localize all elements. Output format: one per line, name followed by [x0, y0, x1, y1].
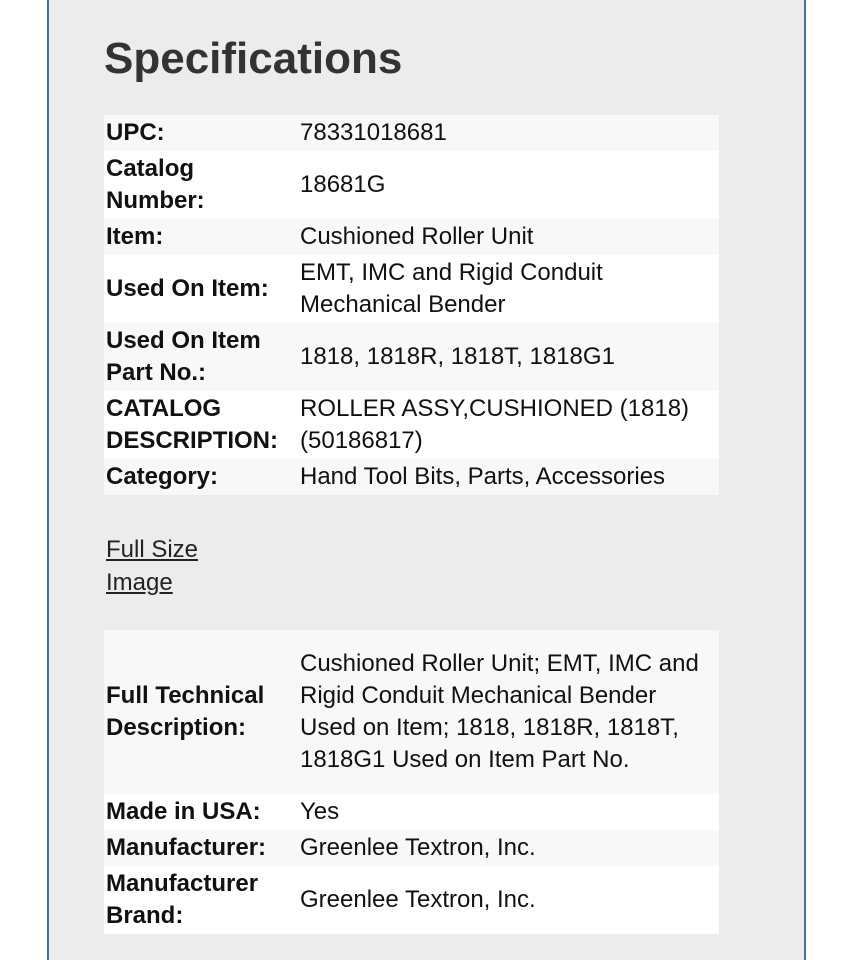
spec-value: ROLLER ASSY,CUSHIONED (1818) (50186817)	[300, 395, 690, 454]
spec-table-main	[104, 115, 719, 495]
page-title: Specifications	[104, 34, 403, 83]
spec-label: UPC:	[106, 119, 165, 146]
spec-row-full-technical-description	[104, 630, 719, 794]
spec-row-category	[104, 459, 719, 495]
spec-value: Greenlee Textron, Inc.	[300, 886, 536, 913]
spec-value: 18681G	[300, 171, 386, 198]
spec-label: Used On Item:	[106, 275, 269, 302]
spec-value: Cushioned Roller Unit; EMT, IMC and Rigid Conduit Mechanical Bender Used on Item; 1818, 1818R, 1818T, 1818G1 Used on Item Part No.	[300, 650, 699, 773]
spec-label: Catalog Number:	[106, 155, 205, 214]
spec-row-upc	[104, 115, 719, 151]
spec-label: Used On Item Part No.:	[106, 327, 261, 386]
spec-value: 78331018681	[300, 119, 447, 146]
spec-row-made-in-usa	[104, 794, 719, 830]
spec-label: Item:	[106, 223, 164, 250]
spec-row-item	[104, 219, 719, 255]
spec-row-used-on-part-no	[104, 323, 719, 391]
spec-label: Made in USA:	[106, 798, 261, 825]
spec-value: Hand Tool Bits, Parts, Accessories	[300, 463, 666, 490]
spec-row-catalog-number	[104, 151, 719, 219]
spec-label: Manufacturer Brand:	[106, 870, 259, 929]
spec-value: Cushioned Roller Unit	[300, 223, 534, 250]
specifications-panel	[47, 0, 806, 960]
spec-value: 1818, 1818R, 1818T, 1818G1	[300, 343, 615, 370]
spec-row-used-on-item	[104, 255, 719, 323]
spec-table-details	[104, 630, 719, 934]
spec-label: Category:	[106, 463, 219, 490]
full-size-image-link[interactable]: Full Size Image	[106, 536, 199, 596]
spec-value: Yes	[300, 798, 340, 825]
spec-value: EMT, IMC and Rigid Conduit Mechanical Bender	[300, 259, 603, 318]
spec-label: Full Technical Description:	[106, 682, 265, 741]
spec-row-manufacturer-brand	[104, 866, 719, 934]
spec-label: Manufacturer:	[106, 834, 267, 861]
spec-value: Greenlee Textron, Inc.	[300, 834, 536, 861]
spec-row-catalog-description	[104, 391, 719, 459]
spec-row-manufacturer	[104, 830, 719, 866]
spec-label: CATALOG DESCRIPTION:	[106, 395, 279, 454]
